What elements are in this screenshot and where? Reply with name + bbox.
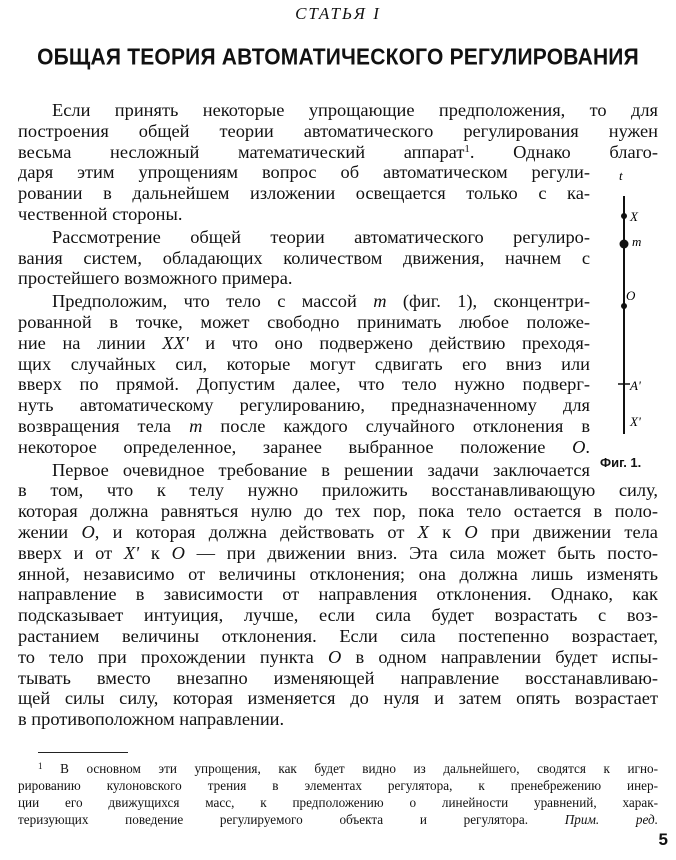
page-number: 5 — [658, 830, 668, 849]
text-segment: В основном эти упрощения, как будет видно из дальнейшего, сводятся к игно- — [60, 761, 658, 776]
footnote-line: рированию кулоновского трения в элементах регулятора, к пренебрежению инер- — [18, 778, 658, 793]
figure-label-m: m — [632, 234, 642, 249]
math-m: m — [373, 291, 387, 312]
text-line: которая должна равняться нулю до тех пор, пока тело остается в поло- — [18, 501, 658, 522]
text-segment: Предположим, что тело с массой — [52, 291, 357, 312]
text-line: рованной в точке, может свободно принимать любое положе- — [18, 311, 590, 332]
text-segment: весьма несложный математический аппарат — [18, 141, 465, 162]
paragraph-1 — [18, 100, 658, 225]
math-o: O — [328, 646, 342, 667]
text-line: тывать вместо внезапно изменяющей направление восстанавливаю- — [18, 667, 658, 688]
text-segment: некоторое определенное, заранее выбранное положение — [18, 436, 546, 457]
text-line: нуть автоматическому регулированию, предназначенному для — [18, 395, 590, 416]
math-m: m — [189, 415, 203, 436]
figure-point-o — [621, 303, 627, 309]
text-segment: к — [150, 542, 160, 563]
text-segment: в одном направлении будет испы- — [355, 646, 658, 667]
text-segment: вверх и от — [18, 542, 113, 563]
paragraph-3 — [18, 291, 658, 457]
text-segment: после каждого случайного отклонения в — [220, 415, 590, 436]
math-xx: XX' — [162, 332, 189, 353]
paragraph-4 — [18, 460, 658, 730]
text-segment: . — [585, 436, 590, 457]
text-line: янной, независимо от величины отклонения; она должна лишь изменять — [18, 563, 658, 584]
text-segment: то тело при прохождении пункта — [18, 646, 314, 667]
text-line: вверх по прямой. Допустим далее, что тело нужно подверг- — [18, 374, 590, 395]
figure-label-bottom: X' — [630, 414, 641, 429]
math-o: O — [81, 521, 95, 542]
text-line: чественной стороны. — [18, 203, 183, 224]
figure-caption: Фиг. 1. — [600, 455, 642, 470]
text-segment: Однако благо- — [513, 141, 659, 162]
figure-1 — [598, 166, 668, 476]
text-line: Если принять некоторые упрощающие предположения, то для — [52, 100, 658, 120]
footnote-ref[interactable]: 1 — [464, 142, 470, 155]
text-line — [18, 416, 590, 437]
text-line — [18, 522, 658, 543]
article-header: СТАТЬЯ I — [295, 4, 381, 23]
figure-point-x — [621, 213, 627, 219]
text-line — [18, 437, 590, 458]
text-line: весьма несложный математический аппарат$^1$. Однако благо- — [18, 141, 659, 162]
text-segment: при движении тела — [490, 521, 658, 542]
text-line: ровании в дальнейшем изложении освещается только с ка- — [18, 183, 590, 204]
text-segment: к — [442, 521, 452, 542]
text-segment: (фиг. 1), сконцентри- — [402, 291, 590, 312]
text-line — [18, 543, 658, 564]
footnote-line: ции его движущихся масс, к предположению о линейности уравнений, харак- — [18, 795, 658, 810]
math-o: O — [572, 436, 586, 457]
text-line: в том, что к телу нужно приложить восстанавливающую силу, — [18, 480, 658, 501]
text-line: даря этим упрощениям вопрос об автоматическом регули- — [18, 162, 590, 183]
figure-label-x: X — [630, 209, 638, 224]
text-segment: и что оно подвержено действию преходя- — [205, 332, 590, 353]
text-line: щей силы силу, которая изменяется до нуля и затем опять возрастает — [18, 688, 658, 709]
figure-label-o: O — [626, 288, 636, 303]
text-line — [18, 291, 590, 312]
footnote-line — [18, 760, 658, 777]
math-x: X — [417, 521, 429, 542]
text-line — [18, 333, 590, 354]
body-text — [18, 100, 658, 730]
figure-label-aprime: A' — [630, 378, 641, 393]
text-line: подсказывает интуиция, лучше, если сила будет возрастать с воз- — [18, 605, 658, 626]
text-line: в противоположном направлении. — [18, 709, 285, 730]
footnote-divider — [38, 752, 128, 753]
article-title: ОБЩАЯ ТЕОРИЯ АВТОМАТИЧЕСКОГО РЕГУЛИРОВАНИЯ — [37, 45, 639, 70]
footnote-number: 1 — [38, 761, 43, 771]
paragraph-2 — [18, 227, 658, 289]
text-line: построения общей теории автоматического регулирования нужен — [18, 120, 658, 141]
figure-mass-point — [620, 240, 629, 249]
text-segment: жении — [18, 521, 69, 542]
text-line: Первое очевидное требование в решении задачи заключается — [52, 459, 590, 480]
text-line: щих случайных сил, которые могут сдвигать его вниз или — [18, 353, 590, 374]
footnote-signature: Прим. ред. — [564, 812, 659, 827]
text-segment: теризующих поведение регулируемого объекта и регулятора. — [18, 812, 529, 827]
text-line: вания систем, обладающих количеством движения, начнем с — [18, 247, 590, 268]
text-segment: ние на линии — [18, 332, 146, 353]
math-o: O — [464, 521, 478, 542]
figure-label-top: t — [619, 168, 623, 183]
math-o: O — [171, 542, 185, 563]
footnote-line — [18, 811, 658, 828]
text-segment: , и которая должна действовать от — [94, 521, 405, 542]
text-line: растанием величины отклонения. Если сила постепенно возрастает, — [18, 625, 658, 646]
text-line — [18, 647, 658, 668]
math-xprime: X' — [123, 542, 140, 563]
text-line: направление в зависимости от направления отклонения. Однако, как — [18, 584, 658, 605]
text-line: простейшего возможного примера. — [18, 268, 293, 289]
text-line: Рассмотрение общей теории автоматического регулиро- — [52, 226, 590, 247]
text-segment: возвращения тела — [18, 415, 172, 436]
footnote — [18, 760, 658, 828]
text-segment: — при движении вниз. Эта сила может быть посто- — [196, 542, 659, 563]
